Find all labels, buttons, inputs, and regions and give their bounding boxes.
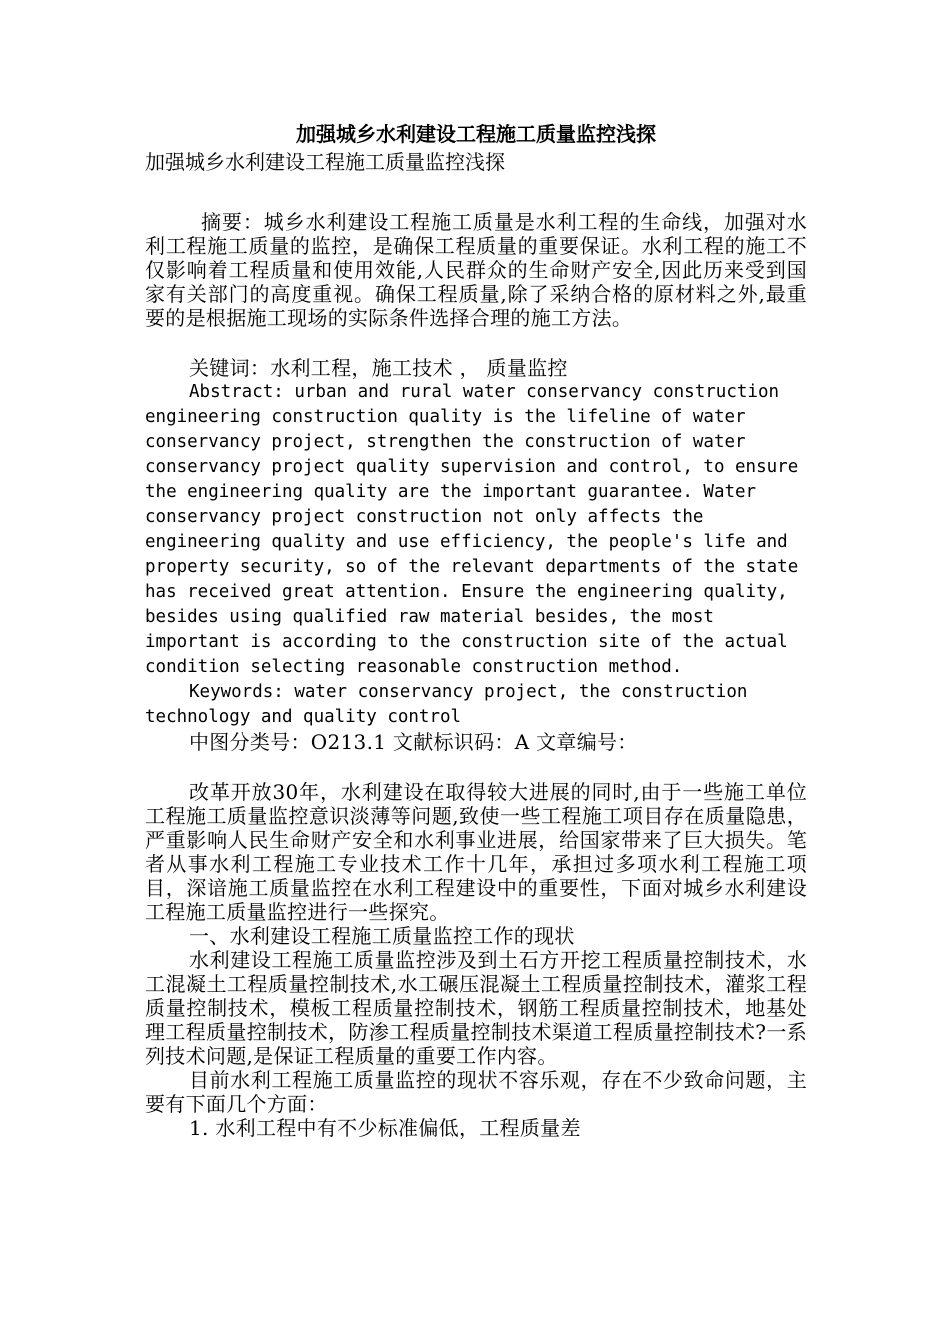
document-title: 加强城乡水利建设工程施工质量监控浅探 [296, 122, 656, 146]
document-subtitle: 加强城乡水利建设工程施工质量监控浅探 [145, 150, 505, 174]
classification-line: 中图分类号：O213.1 文献标识码：A 文章编号： [189, 730, 638, 754]
document-page [145, 120, 807, 1140]
keywords-zh: 关键词：水利工程，施工技术 ， 质量监控 [189, 356, 568, 380]
spacer [145, 754, 807, 780]
spacer [145, 176, 807, 210]
section-1-point-1: 1. 水利工程中有不少标准偏低，工程质量差 [189, 1116, 581, 1140]
section-1-heading: 一、水利建设工程施工质量监控工作的现状 [189, 924, 575, 948]
section-1-paragraph-1: 水利建设工程施工质量监控涉及到土石方开挖工程质量控制技术，水工混凝土工程质量控制技术,水工碾压混凝土工程质量控制技术，灌浆工程质量控制技术，模板工程质量控制技术，钢筋工程质量控制技术，地基处理工程质量控制技术，防渗工程质量控制技术渠道工程质量控制技术?一系列技术问题,是保证工程质量的重要工作内容。 [145, 948, 807, 1068]
keywords-en: Keywords: water conservancy project, the construction technology and quality control [145, 682, 758, 727]
abstract-zh: 摘要：城乡水利建设工程施工质量是水利工程的生命线，加强对水利工程施工质量的监控，是确保工程质量的重要保证。水利工程的施工不仅影响着工程质量和使用效能,人民群众的生命财产安全,因此历来受到国家有关部门的高度重视。确保工程质量,除了采纳合格的原材料之外,最重要的是根据施工现场的实际条件选择合理的施工方法。 [145, 210, 807, 330]
abstract-en: Abstract: urban and rural water conservancy construction engineering construction quality is the lifeline of water conservancy project, strengthen the construction of water conservancy project quality supervision and control, to ensure the engineering quality are the important guarantee. Water conservancy project construction not only affects the engineering quality and use efficiency, the people's life and property security, so of the relevant departments of the state has received great attention. Ensure the engineering quality, besides using qualified raw material besides, the most important is according to the construction site of the actual condition selecting reasonable construction method. [145, 382, 809, 677]
section-1-paragraph-2: 目前水利工程施工质量监控的现状不容乐观，存在不少致命问题，主要有下面几个方面： [145, 1068, 807, 1116]
intro-paragraph: 改革开放30年，水利建设在取得较大进展的同时,由于一些施工单位工程施工质量监控意识淡薄等问题,致使一些工程施工项目存在质量隐患，严重影响人民生命财产安全和水利事业进展，给国家带来了巨大损失。笔者从事水利工程施工专业技术工作十几年，承担过多项水利工程施工项目，深谙施工质量监控在水利工程建设中的重要性，下面对城乡水利建设工程施工质量监控进行一些探究。 [145, 780, 807, 924]
spacer [145, 330, 807, 356]
